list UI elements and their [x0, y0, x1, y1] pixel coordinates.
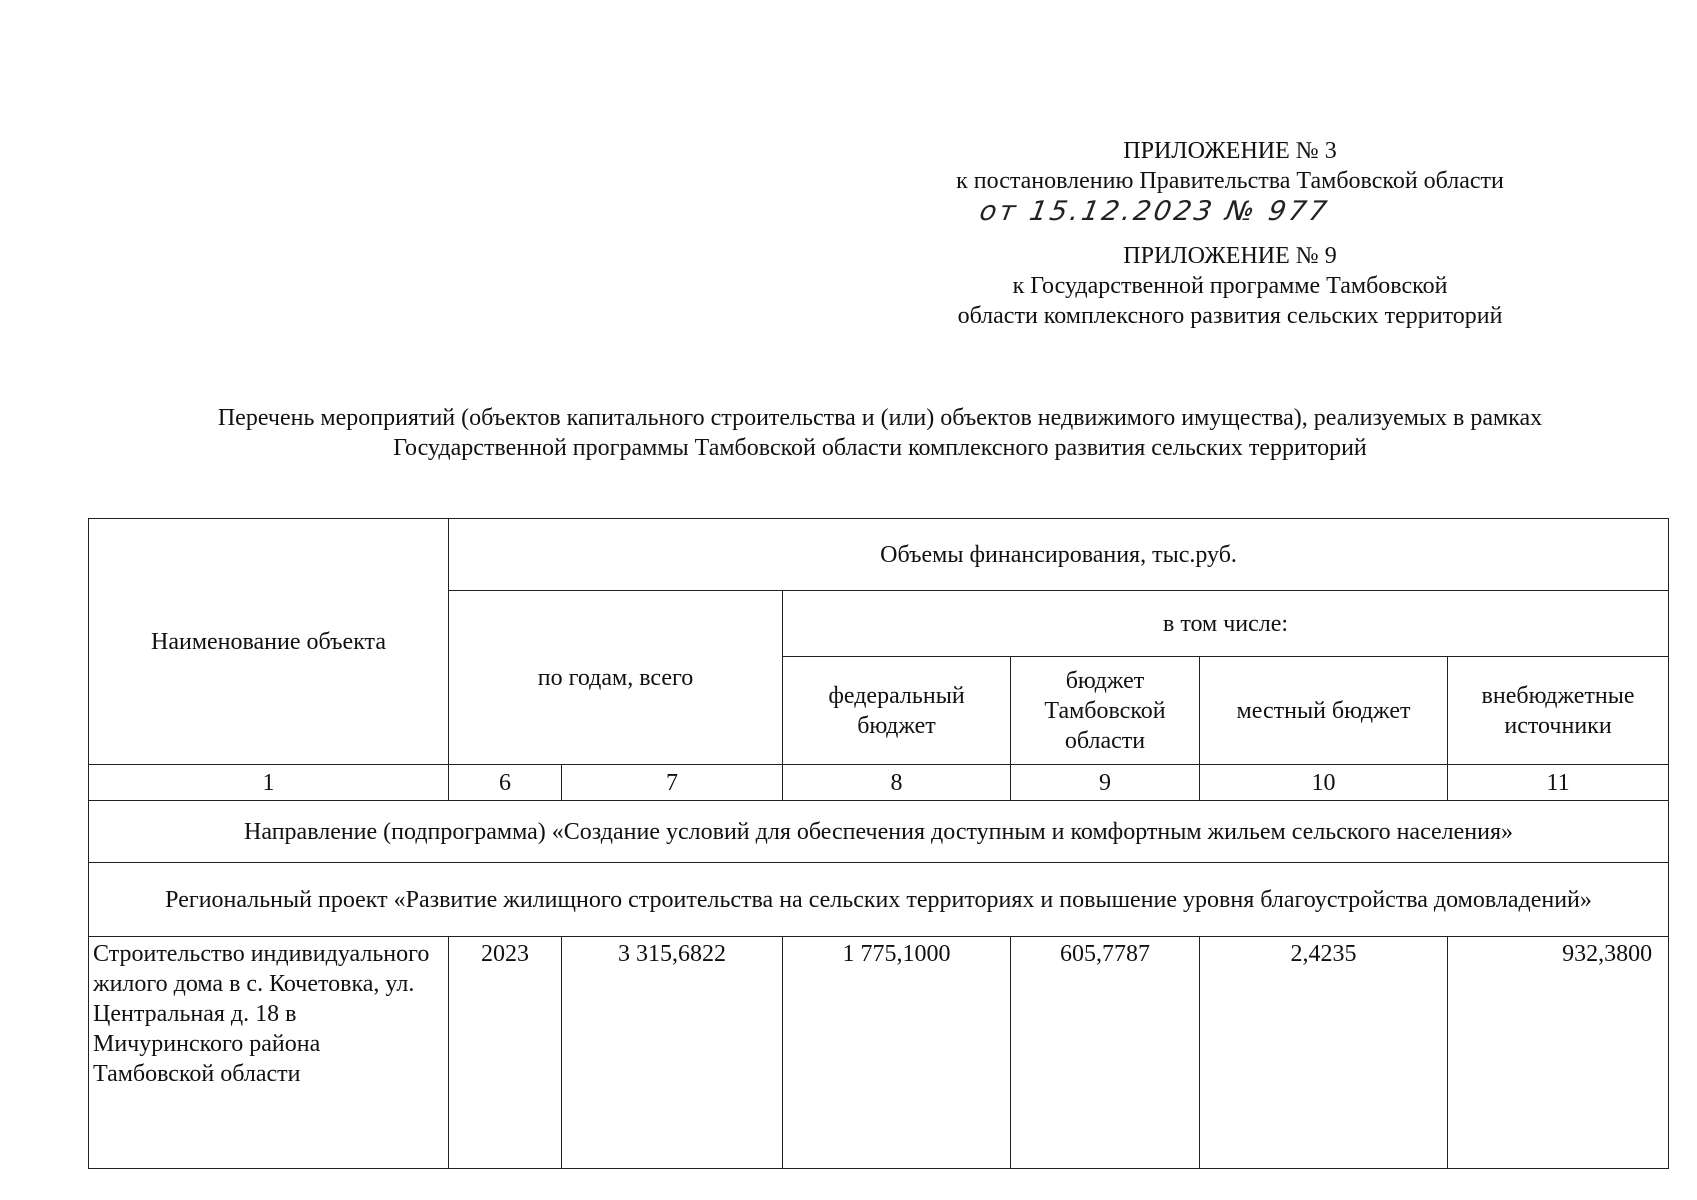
header-by-years-total: по годам, всего [449, 591, 783, 765]
year-cell: 2023 [449, 937, 562, 1169]
federal-cell: 1 775,1000 [783, 937, 1011, 1169]
column-number: 10 [1200, 765, 1448, 801]
regional-project-row [89, 863, 1669, 937]
measures-table [88, 518, 1669, 1169]
column-number: 1 [89, 765, 449, 801]
header-row-1 [89, 519, 1669, 591]
handwritten-date-number: от 15.12.2023 № 977 [977, 196, 1332, 227]
header-local-budget: местный бюджет [1200, 657, 1448, 765]
appendix-9-reference-line1: к Государственной программе Тамбовской [1012, 273, 1448, 299]
column-number: 11 [1448, 765, 1669, 801]
extra-cell: 932,3800 [1448, 937, 1669, 1169]
document-title [100, 403, 1660, 463]
document-title-line1: Перечень мероприятий (объектов капитального строительства и (или) объектов недвижимого имущества), реализуемых в рамках [217, 405, 1543, 431]
direction-subprogram: Направление (подпрограмма) «Создание условий для обеспечения доступным и комфортным жильем сельского населения» [89, 801, 1669, 863]
header-object-name: Наименование объекта [89, 519, 449, 765]
header-federal-budget: федеральный бюджет [783, 657, 1011, 765]
column-number-row [89, 765, 1669, 801]
document-title-line2: Государственной программы Тамбовской области комплексного развития сельских территорий [393, 435, 1367, 461]
appendix-9-reference-line2: области комплексного развития сельских территорий [957, 303, 1503, 329]
column-number: 6 [449, 765, 562, 801]
appendix-9-block [900, 241, 1560, 331]
total-cell: 3 315,6822 [562, 937, 783, 1169]
appendix-9-title: ПРИЛОЖЕНИЕ № 9 [1123, 243, 1337, 269]
regional-project: Региональный проект «Развитие жилищного строительства на сельских территориях и повышение уровня благоустройства домовладений» [89, 863, 1669, 937]
local-cell: 2,4235 [1200, 937, 1448, 1169]
header-extra-budget: внебюджетные источники [1448, 657, 1669, 765]
appendix-3-reference: к постановлению Правительства Тамбовской области [956, 168, 1504, 194]
column-number: 7 [562, 765, 783, 801]
column-number: 8 [783, 765, 1011, 801]
appendix-3-block [900, 136, 1560, 196]
regional-cell: 605,7787 [1011, 937, 1200, 1169]
appendix-3-title: ПРИЛОЖЕНИЕ № 3 [1123, 138, 1337, 164]
column-number: 9 [1011, 765, 1200, 801]
table-row [89, 937, 1669, 1169]
object-name-cell: Строительство индивидуального жилого дома в с. Кочетовка, ул. Центральная д. 18 в Мичуринского района Тамбовской области [89, 937, 449, 1169]
header-funding-volume: Объемы финансирования, тыс.руб. [449, 519, 1669, 591]
header-including: в том числе: [783, 591, 1669, 657]
header-regional-budget: бюджет Тамбовской области [1011, 657, 1200, 765]
direction-row [89, 801, 1669, 863]
